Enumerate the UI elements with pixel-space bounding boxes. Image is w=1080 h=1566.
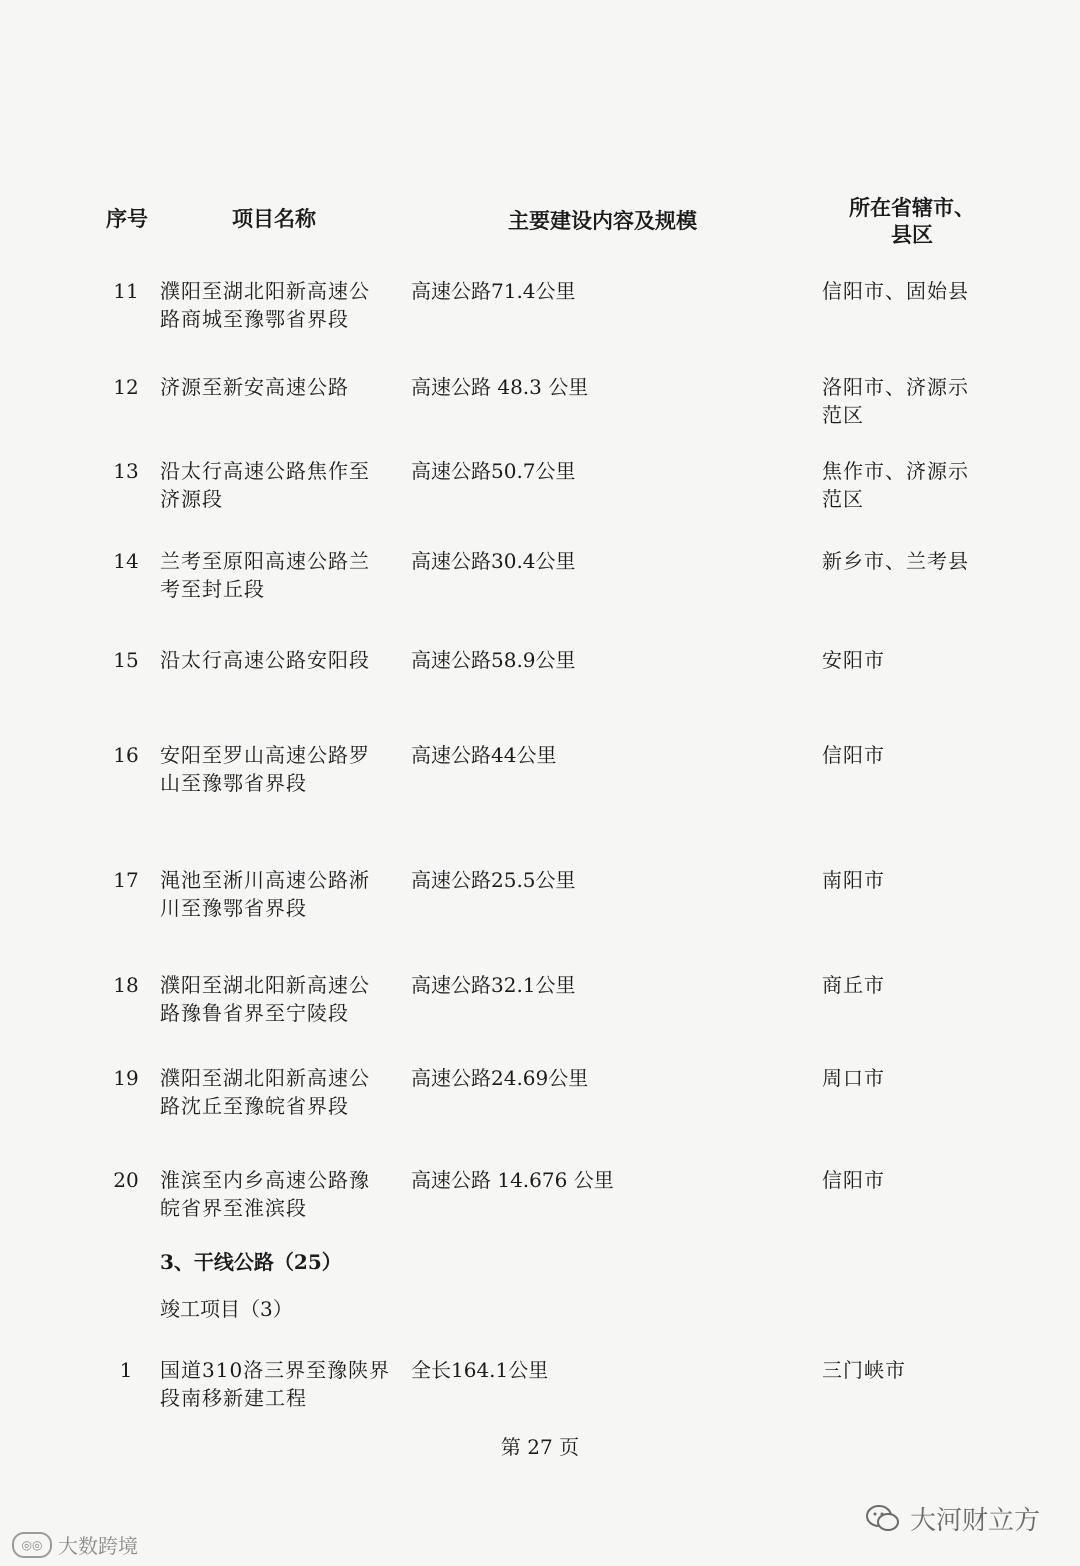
row-number: 1 [119,1358,133,1382]
project-name [160,277,396,333]
watermark-right-text: 大河财立方 [910,1506,1041,1536]
row-number: 11 [113,279,139,303]
row-number: 17 [113,868,139,892]
row-number: 13 [113,459,139,483]
section-heading: 3、干线公路（25） [160,1250,342,1274]
location-line: 新乡市、兰考县 [822,549,969,573]
project-name [160,373,396,401]
header-project-name: 项目名称 [232,206,316,231]
project-name-line: 淮滨至内乡高速公路豫 [160,1168,370,1192]
watermark-right [866,1500,1040,1537]
header-location-line2: 县区 [891,222,933,247]
project-name [160,1064,396,1120]
row-number: 12 [113,375,139,399]
location [822,373,982,429]
location-line: 焦作市、济源示 [822,459,969,483]
location [822,866,982,894]
location [822,1166,982,1194]
row-number: 20 [113,1168,139,1192]
project-name [160,1356,396,1412]
project-name-line: 考至封丘段 [160,577,265,601]
location [822,277,982,305]
wechat-icon [866,1504,900,1534]
location [822,1356,982,1384]
construction-scale: 高速公路 48.3 公里 [411,375,589,399]
location-line: 周口市 [822,1066,885,1090]
location-line: 商丘市 [822,973,885,997]
project-name-line: 沿太行高速公路安阳段 [160,648,370,672]
location-line: 安阳市 [822,648,885,672]
project-name-line: 路豫鲁省界至宁陵段 [160,1001,349,1025]
location [822,971,982,999]
project-name-line: 安阳至罗山高速公路罗 [160,743,370,767]
row-number: 18 [113,973,139,997]
construction-scale: 高速公路44公里 [411,743,557,767]
project-name-line: 濮阳至湖北阳新高速公 [160,279,370,303]
project-name-line: 国道310洛三界至豫陕界 [160,1358,391,1382]
location [822,1064,982,1092]
location [822,457,982,513]
location [822,646,982,674]
project-name-line: 濮阳至湖北阳新高速公 [160,1066,370,1090]
construction-scale: 高速公路25.5公里 [411,868,576,892]
row-number: 16 [113,743,139,767]
project-name-line: 沿太行高速公路焦作至 [160,459,370,483]
watermark-left [12,1530,138,1559]
project-name-line: 山至豫鄂省界段 [160,771,307,795]
construction-scale: 高速公路30.4公里 [411,549,576,573]
location-line: 南阳市 [822,868,885,892]
project-name-line: 济源段 [160,487,223,511]
construction-scale: 高速公路32.1公里 [411,973,576,997]
watermark-left-text: 大数跨境 [58,1534,138,1558]
project-name-line: 渑池至淅川高速公路淅 [160,868,370,892]
header-construction-scale: 主要建设内容及规模 [508,208,697,233]
project-name [160,646,396,674]
project-name [160,1166,396,1222]
location-line: 洛阳市、济源示 [822,375,969,399]
construction-scale: 高速公路24.69公里 [411,1066,589,1090]
header-serial-number: 序号 [106,206,148,231]
header-location-line1: 所在省辖市、 [849,195,975,220]
project-name-line: 段南移新建工程 [160,1386,307,1410]
construction-scale: 高速公路71.4公里 [411,279,576,303]
project-name [160,547,396,603]
construction-scale: 全长164.1公里 [411,1358,549,1382]
project-name-line: 路沈丘至豫皖省界段 [160,1094,349,1118]
project-name [160,971,396,1027]
project-name [160,866,396,922]
project-name-line: 川至豫鄂省界段 [160,896,307,920]
project-name-line: 路商城至豫鄂省界段 [160,307,349,331]
location-line: 信阳市 [822,1168,885,1192]
subsection-heading: 竣工项目（3） [160,1297,293,1321]
project-name-line: 济源至新安高速公路 [160,375,349,399]
location [822,741,982,769]
construction-scale: 高速公路 14.676 公里 [411,1168,614,1192]
location-line: 范区 [822,403,864,427]
wechat-channel-logo-icon: ◎◎ [12,1532,52,1558]
project-name [160,457,396,513]
header-location [842,194,982,248]
location-line: 信阳市、固始县 [822,279,969,303]
location-line: 三门峡市 [822,1358,906,1382]
page-number: 第 27 页 [500,1435,580,1459]
construction-scale: 高速公路50.7公里 [411,459,576,483]
row-number: 14 [113,549,139,573]
project-name-line: 皖省界至淮滨段 [160,1196,307,1220]
project-name [160,741,396,797]
project-name-line: 兰考至原阳高速公路兰 [160,549,370,573]
location [822,547,982,575]
location-line: 范区 [822,487,864,511]
row-number: 19 [113,1066,139,1090]
location-line: 信阳市 [822,743,885,767]
project-name-line: 濮阳至湖北阳新高速公 [160,973,370,997]
row-number: 15 [113,648,139,672]
construction-scale: 高速公路58.9公里 [411,648,576,672]
